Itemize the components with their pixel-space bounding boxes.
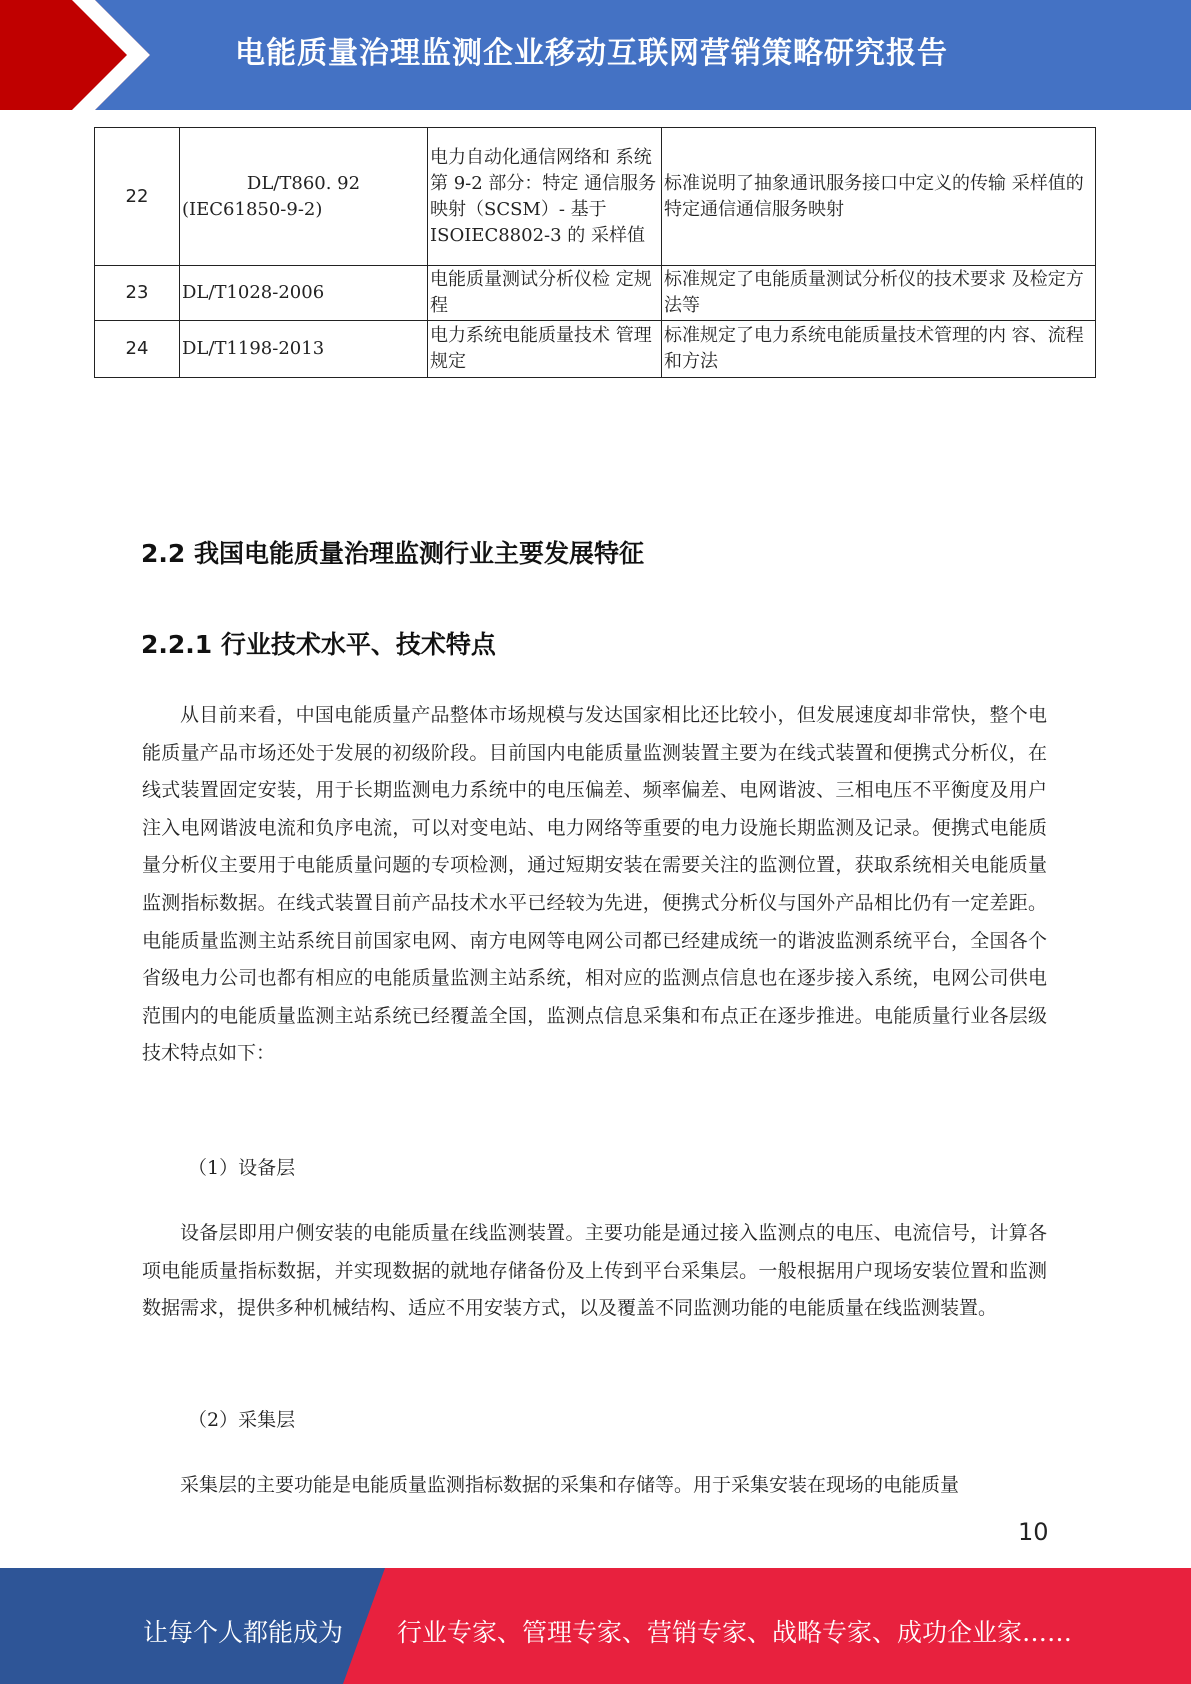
section-heading: 2.2 我国电能质量治理监测行业主要发展特征 bbox=[141, 539, 644, 568]
standard-code-line1: DL/T860. 92 bbox=[246, 172, 361, 194]
row-number: 22 bbox=[95, 128, 180, 266]
row-number: 23 bbox=[95, 266, 180, 321]
standard-code: DL/T1198-2013 bbox=[180, 321, 428, 378]
table-row bbox=[95, 321, 1096, 378]
standard-name: 电力系统电能质量技术 管理规定 bbox=[428, 321, 662, 378]
body-paragraph: 采集层的主要功能是电能质量监测指标数据的采集和存储等。用于采集安装在现场的电能质量 bbox=[180, 1474, 960, 1496]
list-heading-collection-layer: （2）采集层 bbox=[188, 1409, 296, 1431]
table-row bbox=[95, 266, 1096, 321]
footer-slogan-left: 让每个人都能成为 bbox=[143, 1618, 344, 1647]
subsection-heading: 2.2.1 行业技术水平、技术特点 bbox=[141, 630, 496, 659]
footer-banner bbox=[0, 1568, 1191, 1684]
body-paragraph: 从目前来看，中国电能质量产品整体市场规模与发达国家相比还比较小，但发展速度却非常快，整个电能质量产品市场还处于发展的初级阶段。目前国内电能质量监测装置主要为在线式装置和便携式分析仪，在线式装置固定安装，用于长期监测电力系统中的电压偏差、频率偏差、电网谐波、三相电压不平衡度及用户注入电网谐波电流和负序电流，可以对变电站、电力网络等重要的电力设施长期监测及记录。便携式电能质量分析仪主要用于电能质量问题的专项检测，通过短期安装在需要关注的监测位置，获取系统相关电能质量监测指标数据。在线式装置目前产品技术水平已经较为先进，便携式分析仪与国外产品相比仍有一定差距。电能质量监测主站系统目前国家电网、南方电网等电网公司都已经建成统一的谐波监测系统平台，全国各个省级电力公司也都有相应的电能质量监测主站系统，相对应的监测点信息也在逐步接入系统，电网公司供电范围内的电能质量监测主站系统已经覆盖全国，监测点信息采集和布点正在逐步推进。电能质量行业各层级技术特点如下： bbox=[142, 704, 1047, 1065]
header-banner bbox=[0, 0, 1191, 110]
report-title: 电能质量治理监测企业移动互联网营销策略研究报告 bbox=[235, 36, 948, 71]
standard-code-cell bbox=[180, 128, 428, 266]
standard-name: 电力自动化通信网络和 系统第 9-2 部分：特定 通信服务映射（SCSM）- 基于 ISOIEC8802-3 的 采样值 bbox=[428, 128, 662, 266]
row-number: 24 bbox=[95, 321, 180, 378]
standard-code-line2: (IEC61850-9-2) bbox=[182, 198, 323, 220]
standard-description: 标准规定了电能质量测试分析仪的技术要求 及检定方法等 bbox=[662, 266, 1096, 321]
standard-name: 电能质量测试分析仪检 定规程 bbox=[428, 266, 662, 321]
body-paragraph: 设备层即用户侧安装的电能质量在线监测装置。主要功能是通过接入监测点的电压、电流信号，计算各项电能质量指标数据，并实现数据的就地存储备份及上传到平台采集层。一般根据用户现场安装位置和监测数据需求，提供多种机械结构、适应不用安装方式，以及覆盖不同监测功能的电能质量在线监测装置。 bbox=[142, 1222, 1047, 1320]
standard-description: 标准说明了抽象通讯服务接口中定义的传输 采样值的特定通信通信服务映射 bbox=[662, 128, 1096, 266]
list-heading-device-layer: （1）设备层 bbox=[188, 1157, 296, 1179]
page-number: 10 bbox=[1018, 1518, 1049, 1546]
table-row bbox=[95, 128, 1096, 266]
footer-slogan-right: 行业专家、管理专家、营销专家、战略专家、成功企业家…… bbox=[397, 1618, 1073, 1647]
standard-code: DL/T1028-2006 bbox=[180, 266, 428, 321]
standard-description: 标准规定了电力系统电能质量技术管理的内 容、流程和方法 bbox=[662, 321, 1096, 378]
standards-table bbox=[94, 127, 1096, 378]
